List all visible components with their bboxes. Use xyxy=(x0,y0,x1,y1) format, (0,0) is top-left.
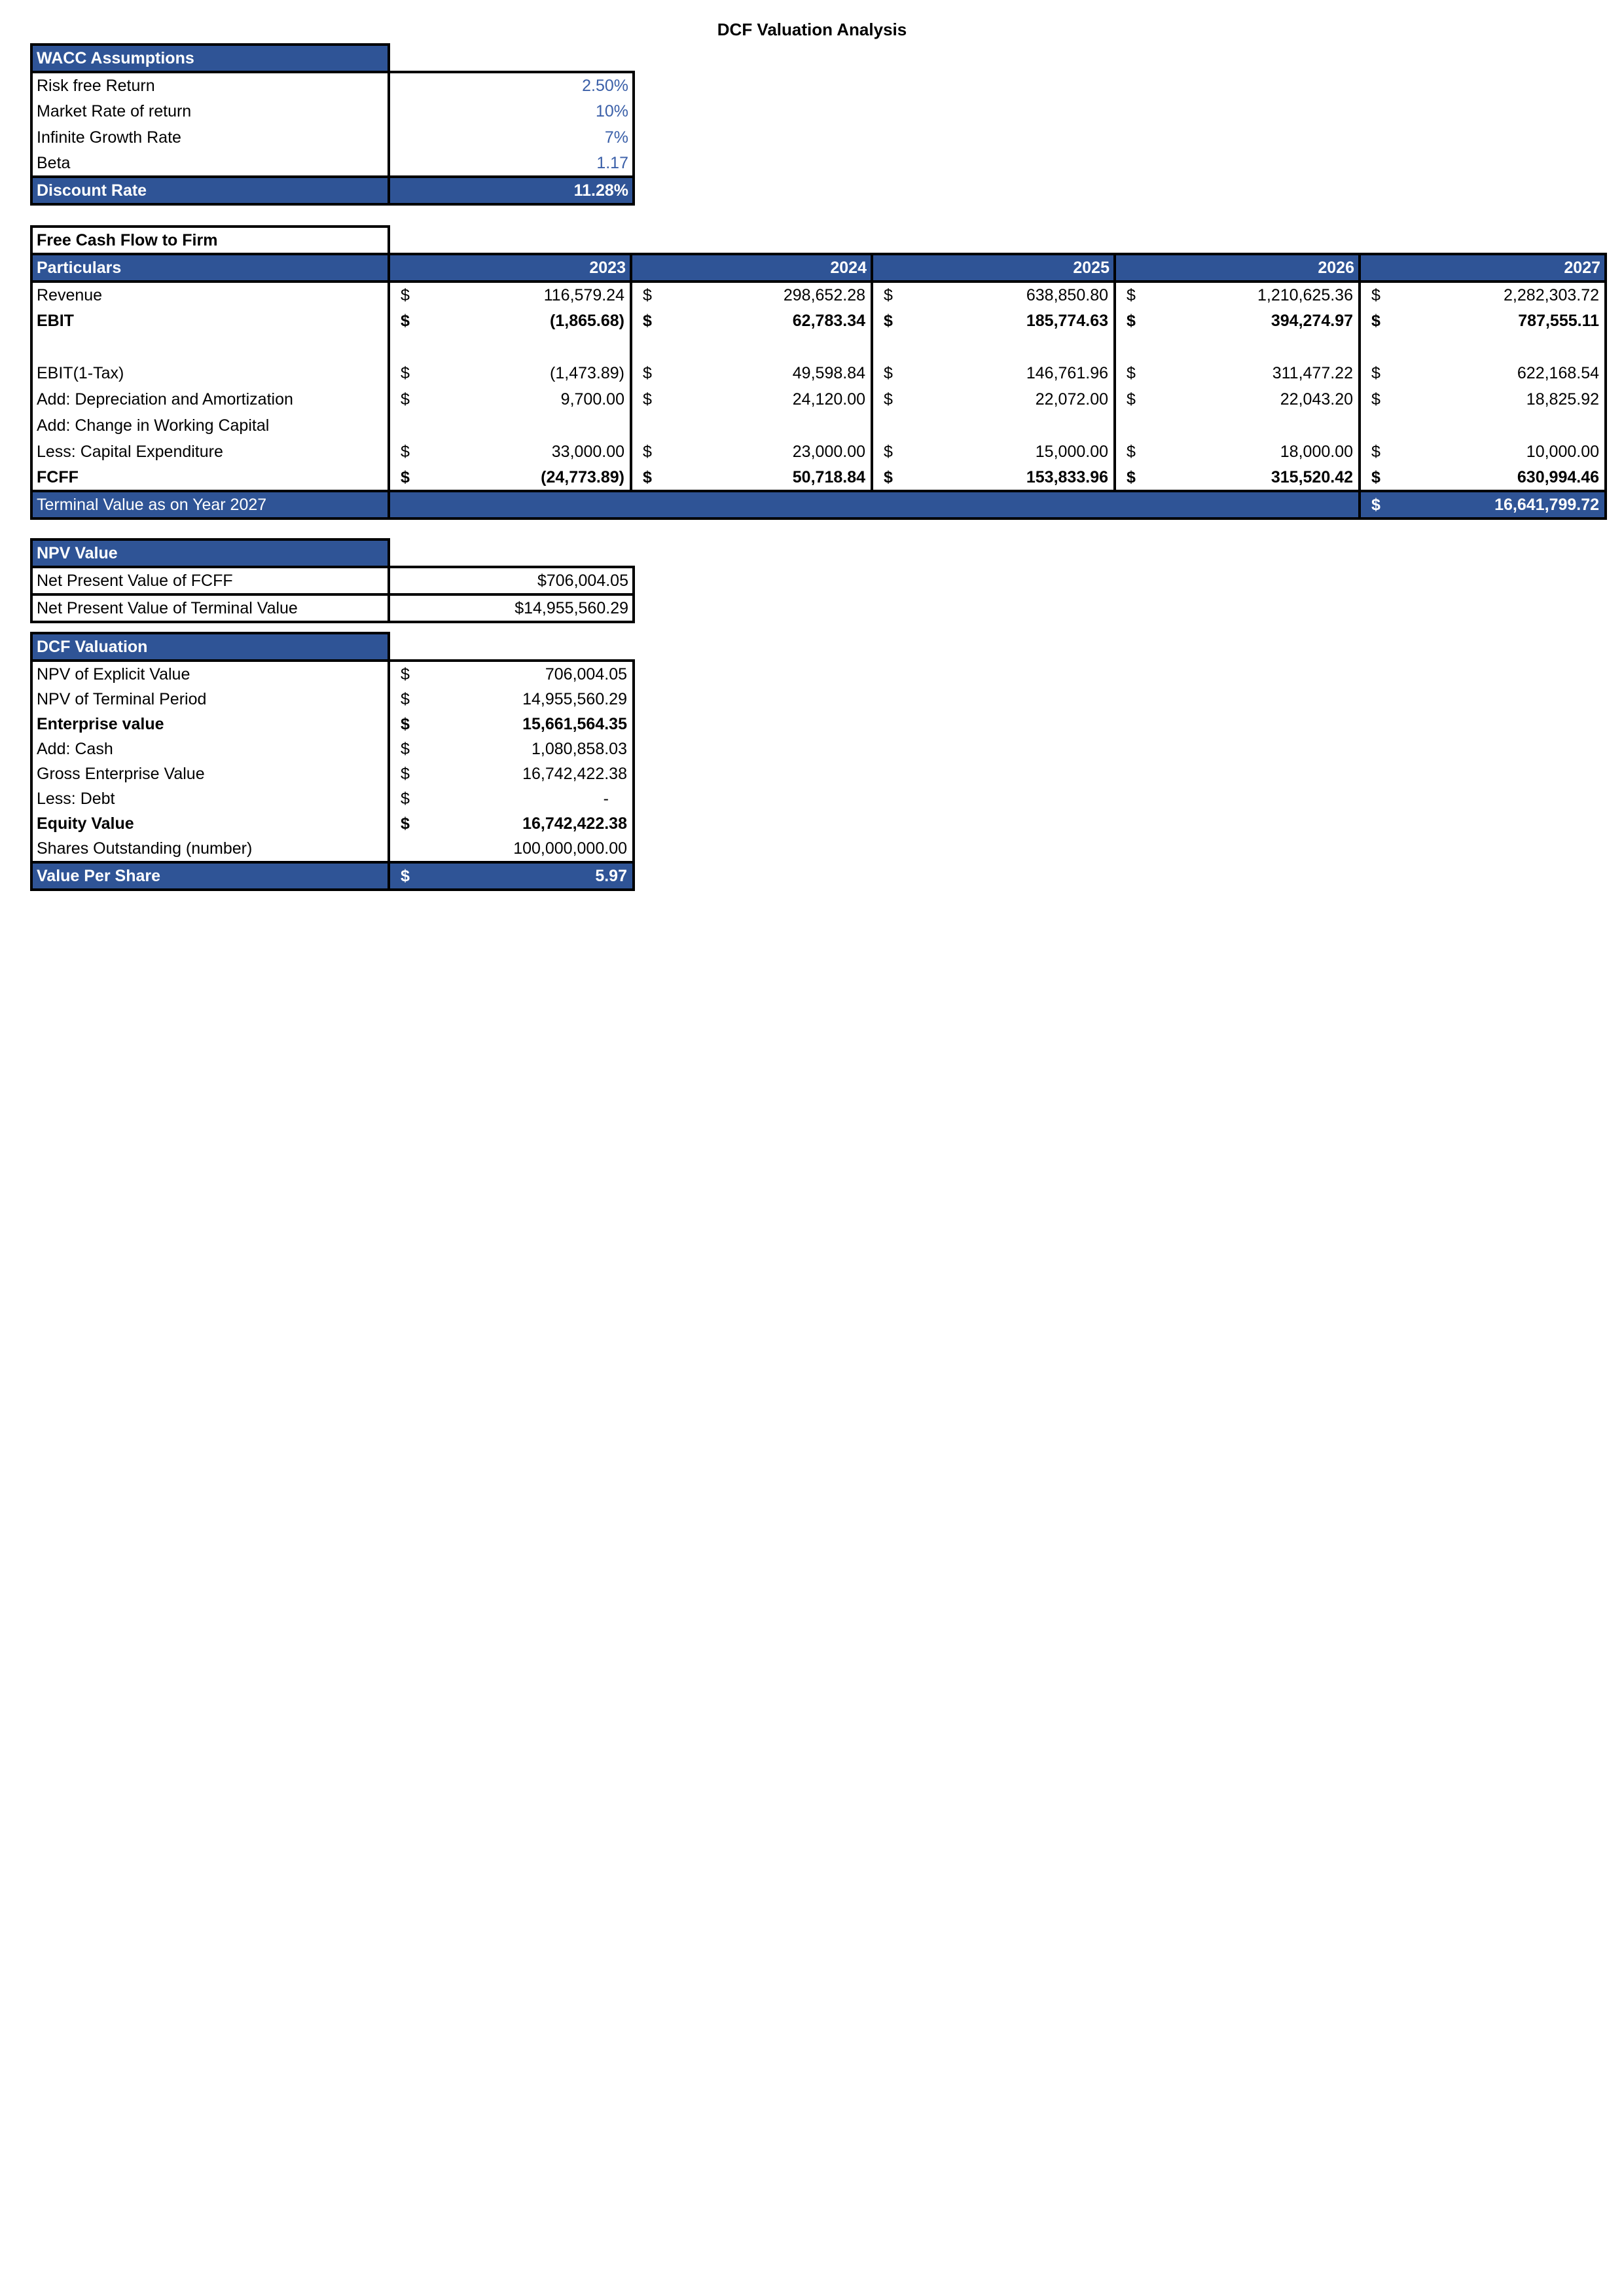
dcf-header: DCF Valuation xyxy=(31,633,389,661)
year-header: 2025 xyxy=(872,254,1115,282)
dcf-value: 16,742,422.38 xyxy=(522,765,627,783)
dcf-cell xyxy=(389,836,634,862)
currency-symbol: $ xyxy=(643,390,652,409)
wacc-label: Market Rate of return xyxy=(31,98,389,124)
fcff-cell xyxy=(872,465,1115,491)
currency-symbol: $ xyxy=(1127,312,1136,330)
fcff-row xyxy=(31,386,1606,412)
fcff-cell xyxy=(631,439,872,465)
fcff-cell xyxy=(389,412,631,439)
fcff-cell xyxy=(389,334,631,360)
terminal-value-cell xyxy=(1360,491,1606,519)
currency-symbol: $ xyxy=(884,364,893,382)
dcf-row xyxy=(31,761,634,786)
fcff-value: 23,000.00 xyxy=(792,443,865,461)
fcff-cell xyxy=(1115,360,1360,386)
currency-symbol: $ xyxy=(1127,364,1136,382)
fcff-row-label: FCFF xyxy=(31,465,389,491)
fcff-value: 394,274.97 xyxy=(1271,312,1353,330)
currency-symbol: $ xyxy=(401,765,410,783)
fcff-value: 153,833.96 xyxy=(1026,468,1108,486)
fcff-row xyxy=(31,412,1606,439)
fcff-cell xyxy=(872,282,1115,308)
wacc-value[interactable]: 7% xyxy=(389,124,634,151)
fcff-cell xyxy=(1360,465,1606,491)
fcff-value: 62,783.34 xyxy=(792,312,865,330)
fcff-value: 22,072.00 xyxy=(1035,390,1108,409)
dcf-row-label: Add: Cash xyxy=(31,737,389,761)
fcff-cell xyxy=(389,439,631,465)
dcf-value: 100,000,000.00 xyxy=(513,839,627,858)
fcff-cell xyxy=(1115,465,1360,491)
fcff-cell xyxy=(389,386,631,412)
currency-symbol: $ xyxy=(643,286,652,304)
npv-header: NPV Value xyxy=(31,539,389,567)
dcf-value: 16,742,422.38 xyxy=(522,814,627,833)
dcf-cell xyxy=(389,786,634,811)
fcff-cell xyxy=(872,308,1115,334)
dcf-row xyxy=(31,661,634,687)
currency-symbol: $ xyxy=(884,390,893,409)
fcff-cell xyxy=(1360,412,1606,439)
fcff-value: 9,700.00 xyxy=(560,390,624,409)
terminal-value: 16,641,799.72 xyxy=(1494,496,1600,514)
fcff-value: 22,043.20 xyxy=(1280,390,1353,409)
terminal-value-row xyxy=(31,491,1606,519)
fcff-row xyxy=(31,334,1606,360)
currency-symbol: $ xyxy=(1371,468,1380,486)
dcf-row-label: Shares Outstanding (number) xyxy=(31,836,389,862)
npv-label: Net Present Value of Terminal Value xyxy=(31,594,389,622)
fcff-cell xyxy=(1115,412,1360,439)
fcff-value: 298,652.28 xyxy=(783,286,865,304)
fcff-cell xyxy=(389,308,631,334)
currency-symbol: $ xyxy=(1371,443,1380,461)
discount-rate-label: Discount Rate xyxy=(31,177,389,204)
page-title: DCF Valuation Analysis xyxy=(717,20,907,39)
year-header: 2027 xyxy=(1360,254,1606,282)
currency-symbol: $ xyxy=(1127,286,1136,304)
fcff-value: 24,120.00 xyxy=(792,390,865,409)
wacc-row xyxy=(31,72,634,98)
fcff-cell xyxy=(631,360,872,386)
fcff-row-label: Add: Change in Working Capital xyxy=(31,412,389,439)
fcff-cell xyxy=(1115,439,1360,465)
wacc-header-row xyxy=(31,45,634,72)
fcff-value: (1,473.89) xyxy=(550,364,624,382)
year-header: 2024 xyxy=(631,254,872,282)
fcff-value: 15,000.00 xyxy=(1035,443,1108,461)
fcff-cell xyxy=(1360,308,1606,334)
currency-symbol: $ xyxy=(643,468,652,486)
dcf-value: 1,080,858.03 xyxy=(532,740,627,758)
wacc-value[interactable]: 10% xyxy=(389,98,634,124)
dcf-value: 15,661,564.35 xyxy=(522,715,627,733)
fcff-cell xyxy=(389,282,631,308)
fcff-title: Free Cash Flow to Firm xyxy=(31,227,389,254)
fcff-cell xyxy=(872,439,1115,465)
dcf-row xyxy=(31,687,634,712)
fcff-value: 18,000.00 xyxy=(1280,443,1353,461)
year-header: 2026 xyxy=(1115,254,1360,282)
fcff-cell xyxy=(1360,360,1606,386)
fcff-value: 1,210,625.36 xyxy=(1257,286,1353,304)
currency-symbol: $ xyxy=(1127,390,1136,409)
dcf-header-row xyxy=(31,633,634,661)
fcff-value: (24,773.89) xyxy=(541,468,624,486)
value-per-share: 5.97 xyxy=(595,867,627,885)
fcff-row xyxy=(31,439,1606,465)
currency-symbol: $ xyxy=(1371,390,1380,409)
fcff-value: 630,994.46 xyxy=(1517,468,1600,486)
dcf-row-label: NPV of Terminal Period xyxy=(31,687,389,712)
dcf-row xyxy=(31,737,634,761)
currency-symbol: $ xyxy=(401,790,410,808)
dcf-cell xyxy=(389,712,634,737)
fcff-cell xyxy=(872,360,1115,386)
npv-row xyxy=(31,567,634,594)
currency-symbol: $ xyxy=(1371,364,1380,382)
terminal-value-label: Terminal Value as on Year 2027 xyxy=(31,491,389,519)
dcf-row-label: Enterprise value xyxy=(31,712,389,737)
fcff-cell xyxy=(389,465,631,491)
fcff-cell xyxy=(1115,386,1360,412)
fcff-row-label xyxy=(31,334,389,360)
fcff-cell xyxy=(1360,439,1606,465)
dcf-row xyxy=(31,811,634,836)
currency-symbol: $ xyxy=(401,867,410,885)
fcff-cell xyxy=(1360,282,1606,308)
dcf-row-label: Equity Value xyxy=(31,811,389,836)
currency-symbol: $ xyxy=(1127,443,1136,461)
fcff-value: 2,282,303.72 xyxy=(1504,286,1600,304)
fcff-table xyxy=(30,225,1607,520)
fcff-cell xyxy=(389,360,631,386)
dcf-cell xyxy=(389,661,634,687)
fcff-row xyxy=(31,308,1606,334)
npv-row xyxy=(31,594,634,622)
currency-symbol: $ xyxy=(1371,312,1380,330)
fcff-value: 638,850.80 xyxy=(1026,286,1108,304)
fcff-cell xyxy=(872,386,1115,412)
fcff-row-label: EBIT(1-Tax) xyxy=(31,360,389,386)
fcff-value: 116,579.24 xyxy=(543,286,624,304)
currency-symbol: $ xyxy=(401,443,410,461)
fcff-row-label: EBIT xyxy=(31,308,389,334)
currency-symbol: $ xyxy=(401,468,410,486)
currency-symbol: $ xyxy=(884,312,893,330)
fcff-cell xyxy=(631,412,872,439)
currency-symbol: $ xyxy=(1371,496,1380,514)
dcf-cell xyxy=(389,737,634,761)
wacc-label: Beta xyxy=(31,151,389,177)
fcff-row-label: Add: Depreciation and Amortization xyxy=(31,386,389,412)
npv-table xyxy=(30,538,635,623)
currency-symbol: $ xyxy=(401,286,410,304)
currency-symbol: $ xyxy=(643,312,652,330)
fcff-value: 18,825.92 xyxy=(1526,390,1600,409)
value-per-share-label: Value Per Share xyxy=(31,862,389,890)
currency-symbol: $ xyxy=(643,364,652,382)
value-per-share-cell xyxy=(389,862,634,890)
fcff-value: 315,520.42 xyxy=(1271,468,1353,486)
fcff-value: 787,555.11 xyxy=(1518,312,1600,330)
fcff-value: 146,761.96 xyxy=(1026,364,1108,382)
dcf-cell xyxy=(389,811,634,836)
fcff-cell xyxy=(631,334,872,360)
wacc-table xyxy=(30,43,635,206)
currency-symbol: $ xyxy=(401,740,410,758)
wacc-label: Risk free Return xyxy=(31,72,389,98)
fcff-value: 622,168.54 xyxy=(1517,364,1600,382)
fcff-value: 311,477.22 xyxy=(1272,364,1353,382)
fcff-cell xyxy=(1115,334,1360,360)
wacc-label: Infinite Growth Rate xyxy=(31,124,389,151)
dcf-row-label: Gross Enterprise Value xyxy=(31,761,389,786)
fcff-cell xyxy=(631,282,872,308)
currency-symbol: $ xyxy=(884,286,893,304)
wacc-row xyxy=(31,98,634,124)
particulars-header: Particulars xyxy=(31,254,389,282)
fcff-cell xyxy=(1115,308,1360,334)
currency-symbol: $ xyxy=(401,312,410,330)
fcff-title-row xyxy=(31,227,1606,254)
dcf-row xyxy=(31,712,634,737)
fcff-row-label: Less: Capital Expenditure xyxy=(31,439,389,465)
fcff-value: 33,000.00 xyxy=(551,443,624,461)
fcff-cell xyxy=(631,308,872,334)
fcff-value: 10,000.00 xyxy=(1526,443,1600,461)
wacc-value[interactable]: 1.17 xyxy=(389,151,634,177)
fcff-value: 49,598.84 xyxy=(792,364,865,382)
currency-symbol: $ xyxy=(401,814,410,833)
dcf-value: - xyxy=(603,790,609,808)
currency-symbol: $ xyxy=(401,715,410,733)
dcf-row-label: Less: Debt xyxy=(31,786,389,811)
fcff-cell xyxy=(1115,282,1360,308)
currency-symbol: $ xyxy=(1127,468,1136,486)
value-per-share-row xyxy=(31,862,634,890)
fcff-cell xyxy=(1360,386,1606,412)
fcff-value: 50,718.84 xyxy=(792,468,865,486)
currency-symbol: $ xyxy=(884,468,893,486)
dcf-row xyxy=(31,836,634,862)
currency-symbol: $ xyxy=(643,443,652,461)
fcff-value: (1,865.68) xyxy=(550,312,624,330)
currency-symbol: $ xyxy=(401,665,410,683)
npv-header-row xyxy=(31,539,634,567)
fcff-cell xyxy=(872,412,1115,439)
dcf-value: 14,955,560.29 xyxy=(522,690,627,708)
wacc-value[interactable]: 2.50% xyxy=(389,72,634,98)
discount-rate-value: 11.28% xyxy=(389,177,634,204)
fcff-row xyxy=(31,465,1606,491)
currency-symbol: $ xyxy=(401,390,410,409)
currency-symbol: $ xyxy=(401,690,410,708)
fcff-value: 185,774.63 xyxy=(1026,312,1108,330)
wacc-header: WACC Assumptions xyxy=(31,45,389,72)
fcff-cell xyxy=(631,465,872,491)
fcff-cell xyxy=(631,386,872,412)
fcff-cell xyxy=(872,334,1115,360)
dcf-cell xyxy=(389,761,634,786)
fcff-row xyxy=(31,360,1606,386)
currency-symbol: $ xyxy=(401,364,410,382)
dcf-row xyxy=(31,786,634,811)
fcff-row xyxy=(31,282,1606,308)
fcff-row-label: Revenue xyxy=(31,282,389,308)
currency-symbol: $ xyxy=(884,443,893,461)
wacc-total-row xyxy=(31,177,634,204)
wacc-row xyxy=(31,151,634,177)
dcf-value: 706,004.05 xyxy=(545,665,627,683)
currency-symbol xyxy=(394,836,401,861)
npv-value: $14,955,560.29 xyxy=(389,594,634,622)
year-header: 2023 xyxy=(389,254,631,282)
currency-symbol: $ xyxy=(1371,286,1380,304)
fcff-cell xyxy=(1360,334,1606,360)
npv-label: Net Present Value of FCFF xyxy=(31,567,389,594)
wacc-row xyxy=(31,124,634,151)
dcf-table xyxy=(30,632,635,891)
npv-value: $706,004.05 xyxy=(389,567,634,594)
fcff-header-row xyxy=(31,254,1606,282)
dcf-row-label: NPV of Explicit Value xyxy=(31,661,389,687)
dcf-cell xyxy=(389,687,634,712)
